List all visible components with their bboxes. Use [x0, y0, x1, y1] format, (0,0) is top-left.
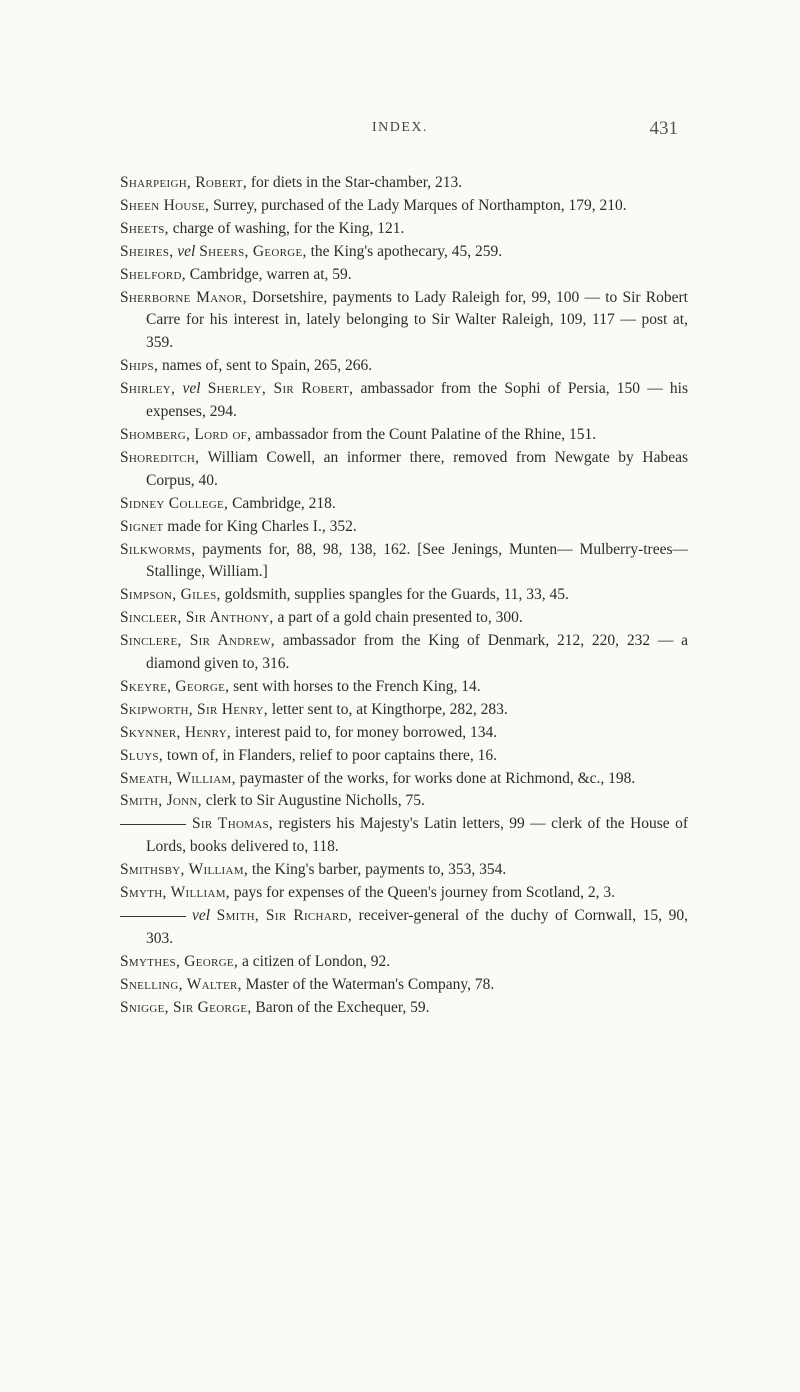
entry-text: the King's barber, payments to, 353, 354. [248, 861, 507, 879]
index-entry [120, 195, 688, 218]
index-entry [120, 974, 688, 997]
index-entry [120, 378, 688, 424]
entry-headword: Smythes, George, [120, 952, 239, 970]
entry-headword: Sidney College, [120, 494, 229, 512]
page-header-title: INDEX. [371, 120, 429, 135]
index-entry [120, 745, 688, 768]
entry-headword: Snelling, Walter, [120, 975, 242, 993]
entry-text: made for King Charles I., 352. [163, 517, 357, 535]
entry-text: names of, sent to Spain, 265, 266. [158, 357, 373, 375]
entry-text: town of, in Flanders, relief to poor captains there, 16. [163, 746, 498, 764]
entry-headword: Shirley, [120, 380, 176, 398]
entry-headword: Smyth, William, [120, 884, 230, 902]
index-entry [120, 539, 688, 585]
entry-headword: Skipworth, Sir Henry, [120, 700, 268, 718]
entry-text: a citizen of London, 92. [238, 952, 391, 970]
index-entry [120, 790, 688, 813]
entry-headword: Sluys, [120, 746, 164, 764]
entry-headword: Signet [120, 517, 164, 535]
entry-text: Master of the Waterman's Company, 78. [241, 975, 495, 993]
index-entry [120, 287, 688, 356]
index-entry [120, 768, 688, 791]
entry-headword-alt: Smith, Sir Richard, [216, 907, 353, 924]
entry-headword: Smithsby, William, [120, 861, 248, 879]
entry-text: Cambridge, 218. [228, 494, 336, 512]
entry-headword: Shelford, [120, 265, 186, 283]
index-entry [120, 882, 688, 905]
entry-text: for diets in the Star-chamber, 213. [247, 174, 463, 191]
entry-vel: vel [192, 907, 211, 924]
entry-headword: Shomberg, Lord of, [120, 425, 252, 443]
entry-headword: Sinclere, Sir Andrew, [120, 632, 275, 650]
entry-text: charge of washing, for the King, 121. [168, 219, 405, 237]
entry-headword: Skeyre, George, [120, 677, 230, 695]
entry-text: ambassador from the Count Palatine of the Rhine, 151. [251, 425, 597, 443]
entry-headword: Smeath, William, [120, 769, 236, 787]
index-entry [120, 516, 688, 539]
index-entry [120, 905, 688, 951]
entry-headword: Sherborne Manor, [120, 288, 247, 306]
entry-headword: Sheires, [120, 242, 174, 260]
entry-headword-alt: Sheers, George, [199, 242, 307, 260]
entry-text: Baron of the Exchequer, 59. [251, 998, 430, 1016]
index-entry [120, 630, 688, 676]
index-entry [120, 241, 688, 264]
entry-text: registers his Majesty's Latin letters, 99 — clerk of the House of Lords, books delivered to, 118. [146, 815, 688, 856]
index-entry [120, 699, 688, 722]
index-entry [120, 264, 688, 287]
entry-text: the King's apothecary, 45, 259. [306, 242, 503, 260]
entry-text: ambassador from the Sophi of Persia, 150 — his expenses, 294. [146, 380, 689, 421]
index-entry [120, 424, 688, 447]
entry-text: Surrey, purchased of the Lady Marques of Northampton, 179, 210. [209, 196, 627, 214]
entry-headword: Sir Thomas, [192, 815, 274, 833]
entry-headword: Sheen House, [120, 196, 210, 214]
index-entry [120, 607, 688, 630]
index-entries [120, 172, 688, 1020]
index-entry [120, 584, 688, 607]
entry-text: pays for expenses of the Queen's journey from Scotland, 2, 3. [229, 884, 616, 902]
entry-text: a part of a gold chain presented to, 300. [273, 609, 523, 627]
index-entry [120, 997, 688, 1020]
index-entry [120, 493, 688, 516]
entry-text: payments for, 88, 98, 138, 162. [See Jenings, Munten— Mulberry-trees—Stallinge, William.] [146, 540, 688, 581]
entry-headword-alt: Sherley, Sir Robert, [207, 380, 354, 398]
entry-headword: Shoreditch, [120, 448, 200, 466]
entry-headword: Sharpeigh, Robert, [120, 174, 247, 191]
entry-headword: Smith, Jonn, [120, 792, 202, 810]
entry-text: letter sent to, at Kingthorpe, 282, 283. [267, 700, 508, 718]
index-entry [120, 355, 688, 378]
entry-headword: Ships, [120, 357, 159, 375]
index-entry [120, 722, 688, 745]
index-entry [120, 218, 688, 241]
ditto-dash [120, 916, 186, 917]
entry-text: clerk to Sir Augustine Nicholls, 75. [201, 792, 425, 810]
entry-text: receiver-general of the duchy of Cornwall, 15, 90, 303. [146, 907, 688, 947]
ditto-dash [120, 824, 186, 825]
index-entry [120, 676, 688, 699]
entry-text: William Cowell, an informer there, removed from Newgate by Habeas Corpus, 40. [146, 448, 688, 489]
index-entry [120, 172, 688, 195]
index-entry [120, 951, 688, 974]
entry-vel: vel [177, 242, 196, 260]
entry-headword: Sincleer, Sir Anthony, [120, 609, 274, 627]
entry-text: Cambridge, warren at, 59. [185, 265, 352, 283]
index-entry [120, 447, 688, 493]
entry-headword: Silkworms, [120, 540, 196, 558]
entry-headword: Sheets, [120, 219, 169, 237]
entry-text: Dorsetshire, payments to Lady Raleigh for, 99, 100 — to Sir Robert Carre for his interest in, lately belonging to Sir Walter Raleigh, 109, 117 — post at, 359. [146, 288, 688, 352]
entry-text: paymaster of the works, for works done at Richmond, &c., 198. [235, 769, 636, 787]
entry-headword: Simpson, Giles, [120, 586, 221, 604]
running-head [0, 118, 800, 148]
entry-text: interest paid to, for money borrowed, 134. [231, 723, 498, 741]
entry-headword: Snigge, Sir George, [120, 998, 252, 1016]
index-entry [120, 813, 688, 859]
index-entry [120, 859, 688, 882]
page-number: 431 [649, 118, 678, 139]
entry-text: ambassador from the King of Denmark, 212, 220, 232 — a diamond given to, 316. [146, 632, 688, 673]
entry-text: goldsmith, supplies spangles for the Guards, 11, 33, 45. [220, 586, 569, 604]
entry-text: sent with horses to the French King, 14. [229, 677, 481, 695]
entry-vel: vel [182, 380, 201, 398]
entry-headword: Skynner, Henry, [120, 723, 232, 741]
